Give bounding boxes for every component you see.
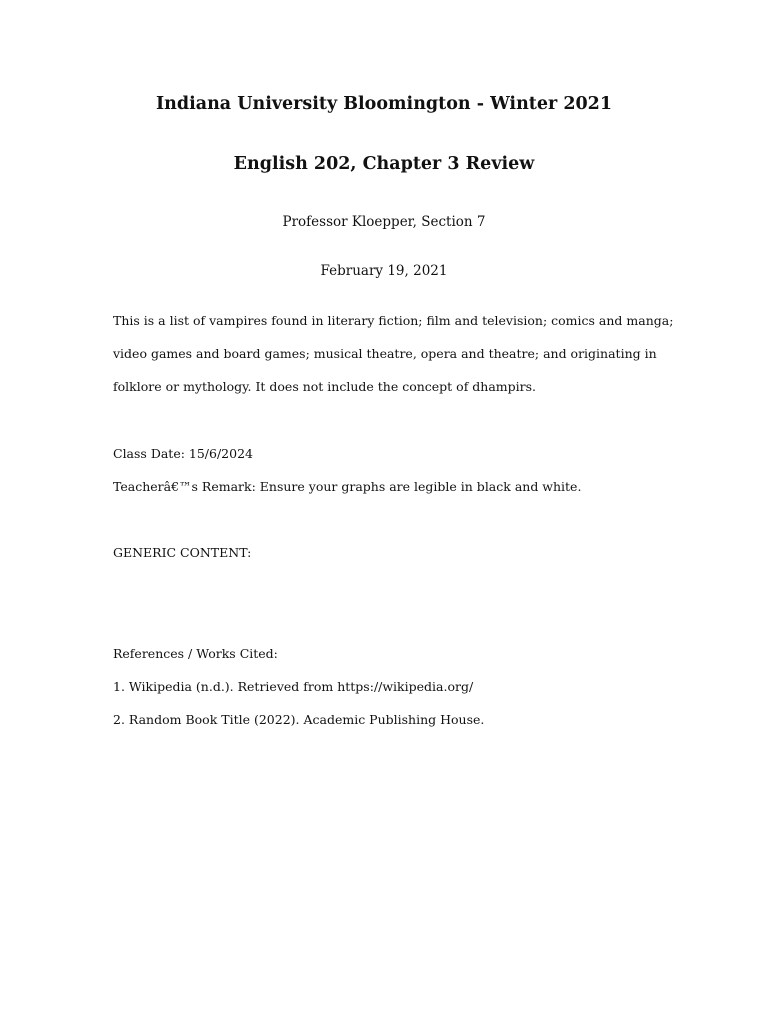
- references-heading: References / Works Cited:: [113, 646, 278, 661]
- course-title: English 202, Chapter 3 Review: [233, 154, 535, 174]
- institution-title: Indiana University Bloomington - Winter 2021: [155, 94, 613, 114]
- generic-content-label: GENERIC CONTENT:: [113, 545, 252, 560]
- intro-line: video games and board games; musical theatre, opera and theatre; and originating in: [113, 346, 657, 361]
- intro-line: folklore or mythology. It does not include the concept of dhampirs.: [113, 379, 537, 394]
- teacher-remark: Teacherâ€™s Remark: Ensure your graphs are legible in black and white.: [113, 479, 582, 494]
- intro-line: This is a list of vampires found in literary fiction; film and television; comics and manga;: [113, 313, 674, 328]
- class-date: Class Date: 15/6/2024: [113, 446, 253, 461]
- professor-line: Professor Kloepper, Section 7: [282, 214, 486, 230]
- reference-item: 2. Random Book Title (2022). Academic Publishing House.: [113, 712, 485, 727]
- reference-item: 1. Wikipedia (n.d.). Retrieved from https://wikipedia.org/: [113, 679, 474, 694]
- date-line: February 19, 2021: [320, 263, 448, 279]
